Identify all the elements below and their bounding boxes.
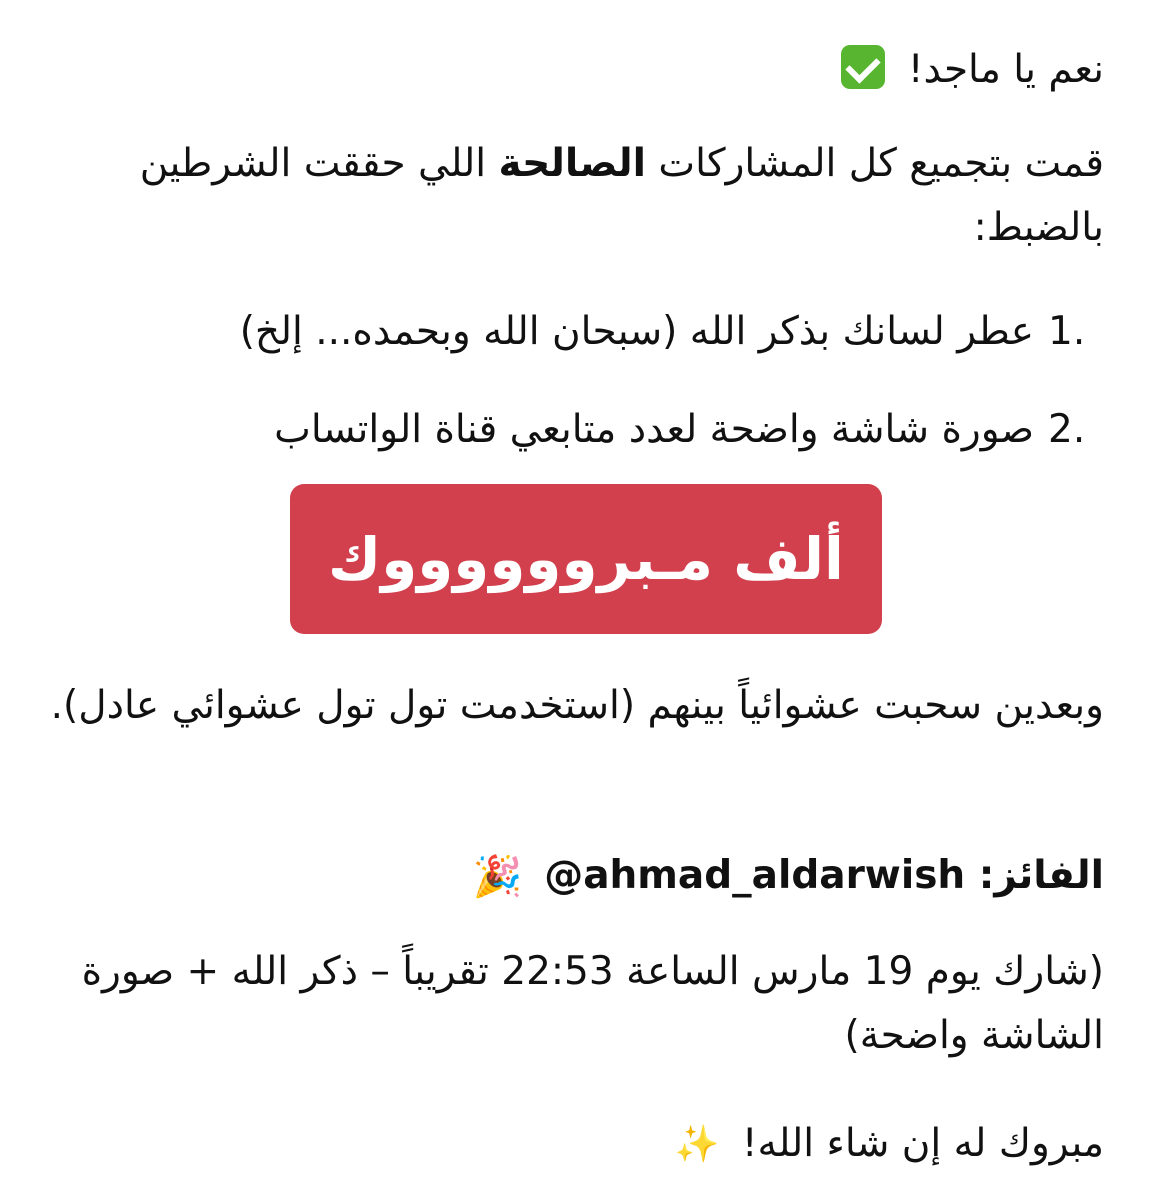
condition-text-1: عطر لسانك بذكر الله (سبحان الله وبحمده... إلخ) xyxy=(239,309,1034,354)
intro-bold-word: الصالحة xyxy=(498,141,647,186)
intro-text-2: اللي حققت الشرطين بالضبط: xyxy=(139,141,1104,250)
congrats-banner: ألف مـبرووووووك xyxy=(290,484,882,634)
intro-paragraph xyxy=(44,132,1104,260)
winner-label: الفائز: xyxy=(978,853,1104,898)
details-paragraph: (شارك يوم 19 مارس الساعة 22:53 تقريباً – ذكر الله + صورة الشاشة واضحة) xyxy=(81,949,1104,1058)
condition-number-2: 2. xyxy=(1048,407,1086,452)
condition-text-2: صورة شاشة واضحة لعدد متابعي قناة الواتساب xyxy=(274,407,1034,452)
winner-handle[interactable]: @ahmad_aldarwish xyxy=(544,853,966,898)
check-mark-icon xyxy=(841,45,885,89)
condition-number-1: 1. xyxy=(1048,309,1086,354)
winner-line xyxy=(44,844,1104,909)
greeting-text: نعم يا ماجد! xyxy=(907,47,1104,92)
draw-paragraph: وبعدين سحبت عشوائياً بينهم (استخدمت تول تول عشوائي عادل). xyxy=(50,683,1104,728)
condition-item-1 xyxy=(44,300,1104,364)
condition-item-2 xyxy=(44,398,1104,462)
party-popper-icon: 🎉 xyxy=(472,854,523,900)
closing-text: مبروك له إن شاء الله! xyxy=(741,1121,1104,1166)
intro-text-1: قمت بتجميع كل المشاركات xyxy=(646,141,1104,186)
closing-line xyxy=(44,1112,1104,1177)
sparkles-icon: ✨ xyxy=(674,1124,720,1165)
greeting-line xyxy=(44,38,1104,102)
